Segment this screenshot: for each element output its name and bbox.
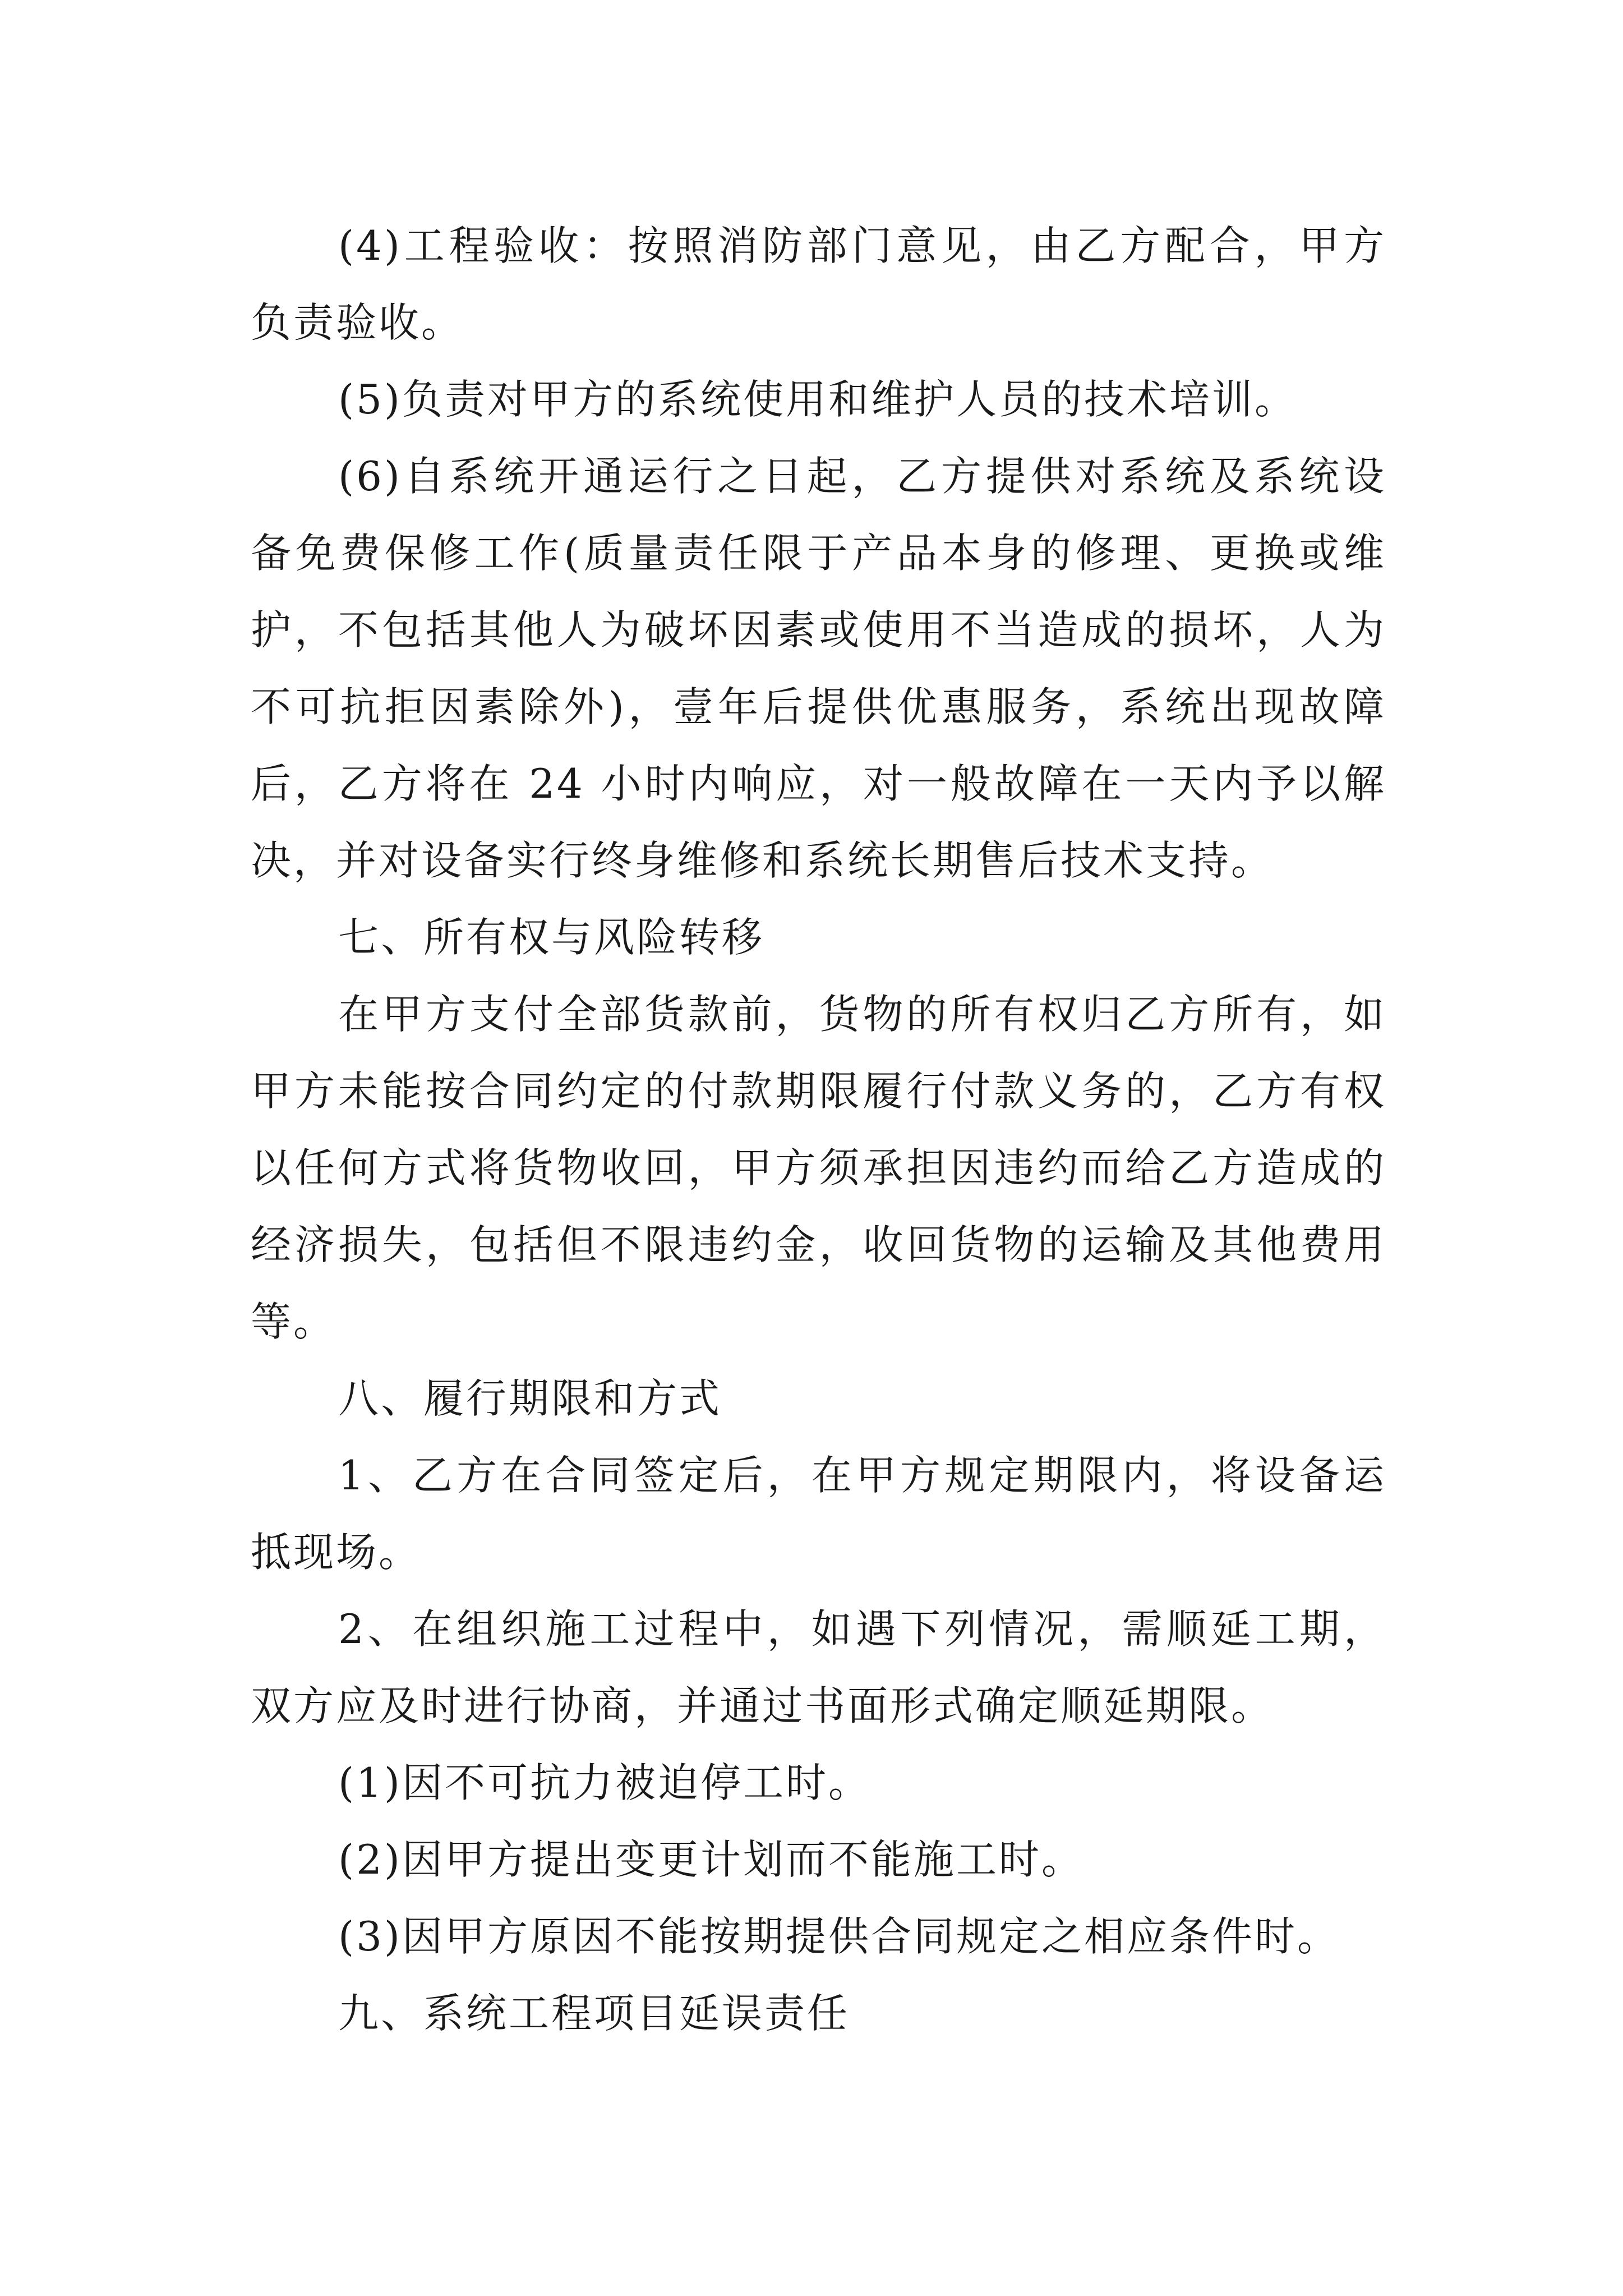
paragraph-line: 经济损失，包括但不限违约金，收回货物的运输及其他费用: [251, 1221, 1386, 1268]
section-heading: [251, 1975, 1386, 2052]
section-heading-text: 七、所有权与风险转移: [338, 914, 765, 961]
paragraph-line: 抵现场。: [251, 1529, 422, 1576]
section-heading-text: 八、履行期限和方式: [338, 1375, 722, 1422]
paragraph-line: (1)因不可抗力被迫停工时。: [338, 1759, 871, 1806]
paragraph: [251, 208, 1386, 361]
document-body: [251, 208, 1386, 2052]
paragraph-line: (3)因甲方原因不能按期提供合同规定之相应条件时。: [338, 1913, 1340, 1960]
paragraph-line: 负责验收。: [251, 299, 464, 346]
section-heading: [251, 1360, 1386, 1437]
paragraph-line: (6)自系统开通运行之日起，乙方提供对系统及系统设: [338, 453, 1386, 500]
paragraph: [251, 438, 1386, 899]
paragraph-line: (5)负责对甲方的系统使用和维护人员的技术培训。: [338, 376, 1297, 423]
section-heading-text: 九、系统工程项目延误责任: [338, 1990, 850, 2037]
paragraph-line: 等。: [251, 1298, 336, 1345]
paragraph-line: 后，乙方将在 24 小时内响应，对一般故障在一天内予以解: [251, 760, 1386, 807]
paragraph: [251, 1591, 1386, 1745]
paragraph-line: 甲方未能按合同约定的付款期限履行付款义务的，乙方有权: [251, 1068, 1386, 1115]
paragraph: [251, 1898, 1386, 1975]
paragraph: [251, 1745, 1386, 1821]
paragraph-line: (2)因甲方提出变更计划而不能施工时。: [338, 1836, 1084, 1883]
paragraph: [251, 976, 1386, 1360]
paragraph-line: 护，不包括其他人为破坏因素或使用不当造成的损坏，人为: [251, 606, 1386, 654]
paragraph: [251, 1437, 1386, 1591]
paragraph-line: 双方应及时进行协商，并通过书面形式确定顺延期限。: [251, 1682, 1274, 1729]
paragraph-line: 备免费保修工作(质量责任限于产品本身的修理、更换或维: [251, 530, 1386, 577]
paragraph-line: 在甲方支付全部货款前，货物的所有权归乙方所有，如: [338, 991, 1386, 1038]
paragraph: [251, 361, 1386, 438]
paragraph-line: 不可抗拒因素除外)，壹年后提供优惠服务，系统出现故障: [251, 683, 1386, 730]
paragraph: [251, 1821, 1386, 1898]
section-heading: [251, 899, 1386, 976]
paragraph-line: 1、乙方在合同签定后，在甲方规定期限内，将设备运: [338, 1452, 1386, 1499]
paragraph-line: (4)工程验收：按照消防部门意见，由乙方配合，甲方: [338, 222, 1386, 269]
paragraph-line: 决，并对设备实行终身维修和系统长期售后技术支持。: [251, 837, 1274, 884]
paragraph-line: 2、在组织施工过程中，如遇下列情况，需顺延工期，: [338, 1605, 1386, 1653]
paragraph-line: 以任何方式将货物收回，甲方须承担因违约而给乙方造成的: [251, 1144, 1386, 1191]
